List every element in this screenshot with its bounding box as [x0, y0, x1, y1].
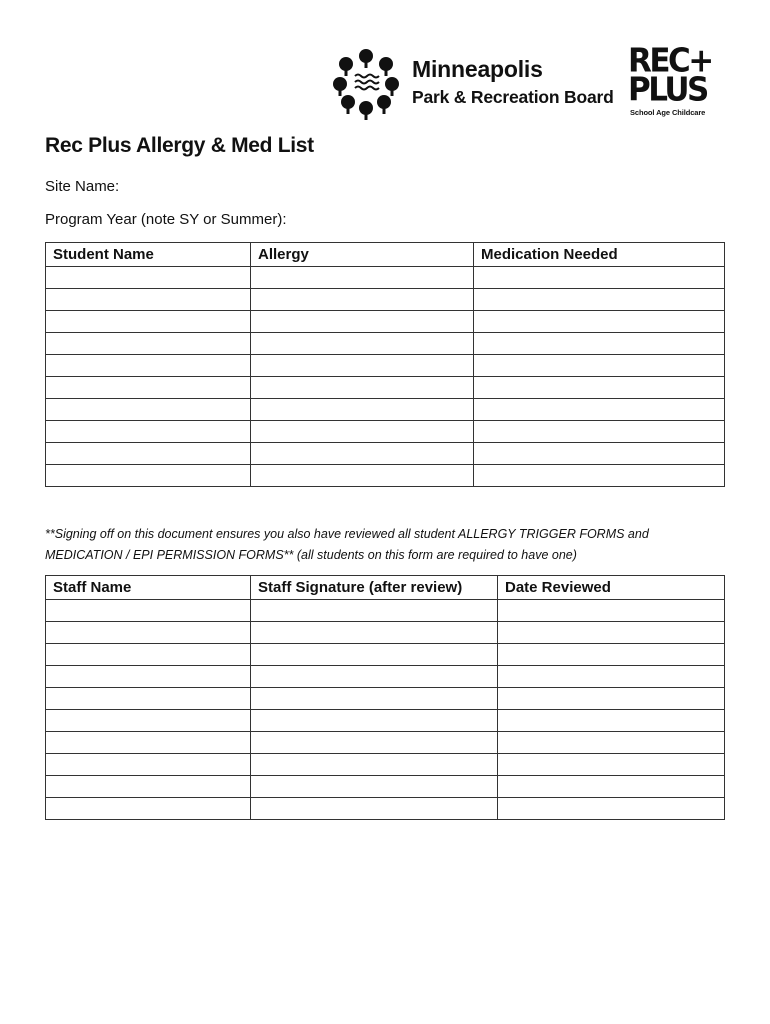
- table-cell-input[interactable]: [46, 333, 251, 355]
- table-cell-input[interactable]: [46, 289, 251, 311]
- table-row: [46, 644, 725, 666]
- rec-plus-logo: [628, 42, 728, 118]
- table-cell-input[interactable]: [498, 666, 725, 688]
- table-row: [46, 443, 725, 465]
- table-cell-input[interactable]: [46, 267, 251, 289]
- column-header-medication: Medication Needed: [474, 243, 725, 267]
- table-row: [46, 311, 725, 333]
- table-cell-input[interactable]: [46, 622, 251, 644]
- review-note-line2: MEDICATION / EPI PERMISSION FORMS** (all students on this form are required to have one): [45, 548, 577, 562]
- table-row: [46, 377, 725, 399]
- review-note-line1: **Signing off on this document ensures you also have reviewed all student ALLERGY TRIGGER FORMS and: [45, 527, 649, 541]
- table-cell-input[interactable]: [46, 776, 251, 798]
- table-cell-input[interactable]: [251, 622, 498, 644]
- table-row: [46, 355, 725, 377]
- table-cell-input[interactable]: [46, 399, 251, 421]
- table-cell-input[interactable]: [46, 644, 251, 666]
- table-cell-input[interactable]: [251, 399, 474, 421]
- table-cell-input[interactable]: [474, 355, 725, 377]
- table-cell-input[interactable]: [251, 289, 474, 311]
- table-row: [46, 622, 725, 644]
- review-note: [45, 524, 735, 566]
- table-cell-input[interactable]: [498, 600, 725, 622]
- table-cell-input[interactable]: [251, 355, 474, 377]
- table-cell-input[interactable]: [251, 421, 474, 443]
- table-cell-input[interactable]: [46, 710, 251, 732]
- table-cell-input[interactable]: [474, 399, 725, 421]
- table-cell-input[interactable]: [251, 267, 474, 289]
- table-cell-input[interactable]: [251, 644, 498, 666]
- table-cell-input[interactable]: [46, 465, 251, 487]
- table-cell-input[interactable]: [251, 710, 498, 732]
- table-cell-input[interactable]: [251, 465, 474, 487]
- table-cell-input[interactable]: [46, 666, 251, 688]
- student-allergy-table: [45, 242, 725, 487]
- table-cell-input[interactable]: [474, 465, 725, 487]
- page-title: Rec Plus Allergy & Med List: [45, 134, 314, 157]
- org-name: Minneapolis: [412, 56, 543, 82]
- table-cell-input[interactable]: [251, 600, 498, 622]
- table-cell-input[interactable]: [498, 776, 725, 798]
- org-subtitle: Park & Recreation Board: [412, 87, 614, 107]
- table-header-row: [46, 243, 725, 267]
- table-cell-input[interactable]: [46, 377, 251, 399]
- table-cell-input[interactable]: [46, 600, 251, 622]
- column-header-staff-signature: Staff Signature (after review): [251, 576, 498, 600]
- table-row: [46, 710, 725, 732]
- table-row: [46, 798, 725, 820]
- table-cell-input[interactable]: [474, 443, 725, 465]
- table-cell-input[interactable]: [46, 732, 251, 754]
- rec-plus-tagline: School Age Childcare: [630, 108, 706, 117]
- rec-plus-logo-line2: PLUS: [628, 71, 707, 109]
- table-cell-input[interactable]: [251, 798, 498, 820]
- table-cell-input[interactable]: [498, 688, 725, 710]
- table-cell-input[interactable]: [498, 710, 725, 732]
- table-cell-input[interactable]: [474, 311, 725, 333]
- table-cell-input[interactable]: [46, 754, 251, 776]
- table-cell-input[interactable]: [474, 377, 725, 399]
- table-cell-input[interactable]: [46, 688, 251, 710]
- site-name-label: Site Name:: [45, 178, 120, 195]
- table-header-row: [46, 576, 725, 600]
- table-cell-input[interactable]: [46, 798, 251, 820]
- table-row: [46, 289, 725, 311]
- table-cell-input[interactable]: [474, 289, 725, 311]
- table-cell-input[interactable]: [251, 333, 474, 355]
- table-row: [46, 776, 725, 798]
- table-cell-input[interactable]: [251, 377, 474, 399]
- table-cell-input[interactable]: [46, 355, 251, 377]
- column-header-student-name: Student Name: [46, 243, 251, 267]
- table-cell-input[interactable]: [251, 666, 498, 688]
- mprb-logo-icon: [328, 44, 404, 120]
- table-cell-input[interactable]: [251, 311, 474, 333]
- table-cell-input[interactable]: [46, 421, 251, 443]
- table-cell-input[interactable]: [498, 754, 725, 776]
- table-cell-input[interactable]: [474, 267, 725, 289]
- program-year-label: Program Year (note SY or Summer):: [45, 211, 287, 228]
- rec-plus-logo-line1: REC+: [628, 42, 712, 80]
- table-row: [46, 399, 725, 421]
- table-row: [46, 688, 725, 710]
- table-cell-input[interactable]: [251, 732, 498, 754]
- table-cell-input[interactable]: [251, 688, 498, 710]
- table-cell-input[interactable]: [251, 443, 474, 465]
- table-cell-input[interactable]: [498, 644, 725, 666]
- table-row: [46, 465, 725, 487]
- column-header-allergy: Allergy: [251, 243, 474, 267]
- table-cell-input[interactable]: [498, 622, 725, 644]
- column-header-staff-name: Staff Name: [46, 576, 251, 600]
- column-header-date-reviewed: Date Reviewed: [498, 576, 725, 600]
- table-cell-input[interactable]: [474, 421, 725, 443]
- table-cell-input[interactable]: [46, 311, 251, 333]
- table-row: [46, 333, 725, 355]
- table-row: [46, 754, 725, 776]
- table-cell-input[interactable]: [498, 798, 725, 820]
- table-row: [46, 267, 725, 289]
- table-cell-input[interactable]: [46, 443, 251, 465]
- table-row: [46, 600, 725, 622]
- table-row: [46, 666, 725, 688]
- table-cell-input[interactable]: [474, 333, 725, 355]
- table-row: [46, 732, 725, 754]
- table-cell-input[interactable]: [251, 754, 498, 776]
- staff-review-table: [45, 575, 725, 820]
- table-cell-input[interactable]: [251, 776, 498, 798]
- table-cell-input[interactable]: [498, 732, 725, 754]
- table-row: [46, 421, 725, 443]
